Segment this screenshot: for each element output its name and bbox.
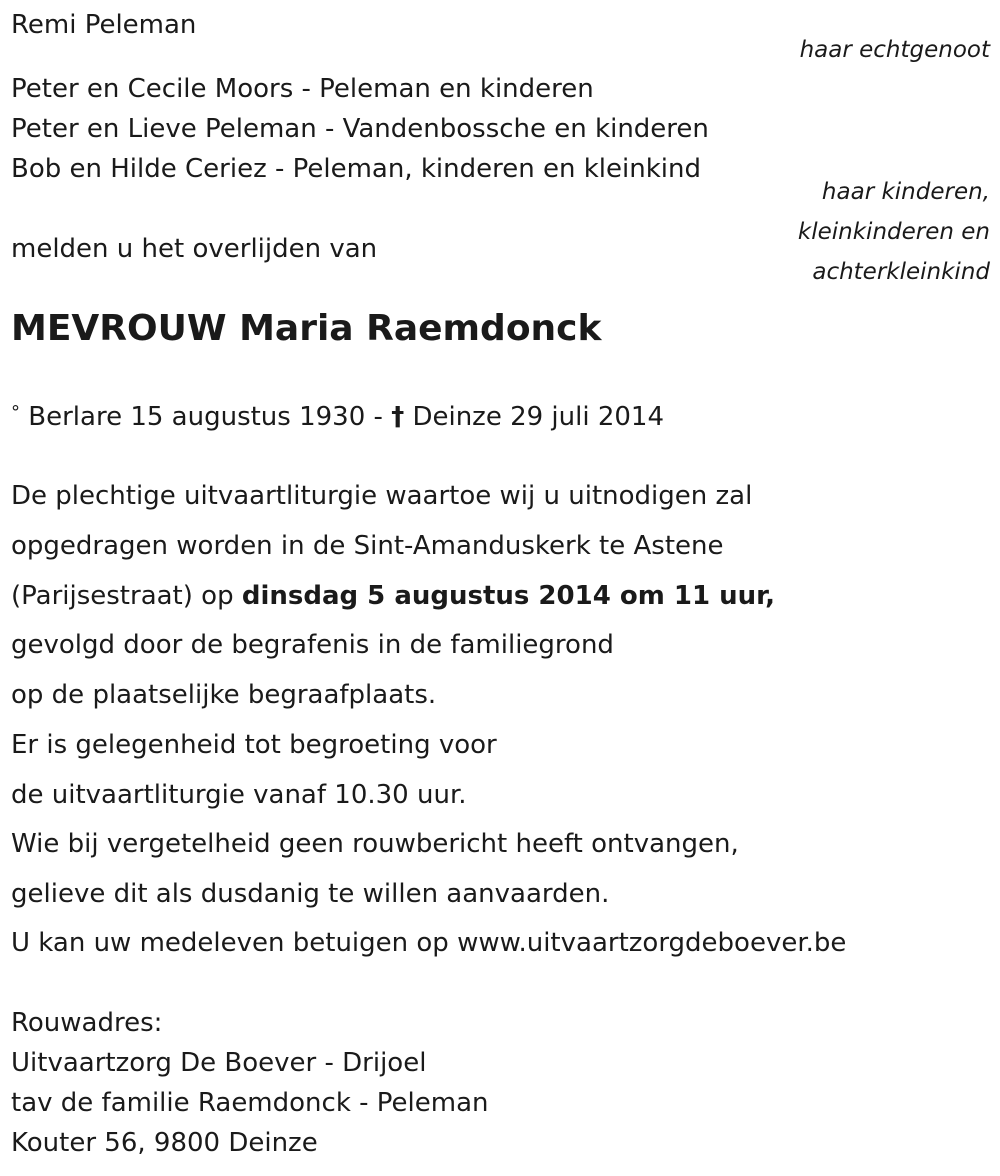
child-line-2: Peter en Lieve Peleman - Vandenbossche en kinderen (11, 114, 709, 144)
liturgy-line-4: gevolgd door de begrafenis in de familiegrond (11, 630, 614, 660)
deceased-name: MEVROUW Maria Raemdonck (11, 308, 602, 349)
child-line-3: Bob en Hilde Ceriez - Peleman, kinderen en kleinkind (11, 154, 701, 184)
address-line-3: Kouter 56, 9800 Deinze (11, 1128, 318, 1158)
liturgy-line-9: gelieve dit als dusdanig te willen aanvaarden. (11, 879, 610, 909)
children-role-1: haar kinderen, (821, 179, 990, 205)
liturgy-line-5: op de plaatselijke begraafplaats. (11, 680, 437, 710)
spouse-role: haar echtgenoot (799, 37, 990, 63)
child-line-1: Peter en Cecile Moors - Peleman en kinderen (11, 74, 594, 104)
liturgy-line-1: De plechtige uitvaartliturgie waartoe wij u uitnodigen zal (11, 481, 753, 511)
address-label: Rouwadres: (11, 1008, 163, 1038)
liturgy-line-3 (11, 581, 775, 611)
liturgy-line-6: Er is gelegenheid tot begroeting voor (11, 730, 497, 760)
children-role-3: achterkleinkind (812, 259, 990, 285)
birth-info: Berlare 15 augustus 1930 - (28, 402, 383, 432)
liturgy-line-7: de uitvaartliturgie vanaf 10.30 uur. (11, 780, 467, 810)
death-symbol: † (391, 402, 405, 432)
address-line-2: tav de familie Raemdonck - Peleman (11, 1088, 489, 1118)
address-line-1: Uitvaartzorg De Boever - Drijoel (11, 1048, 427, 1078)
death-info: Deinze 29 juli 2014 (412, 402, 665, 432)
spouse-name: Remi Peleman (11, 10, 197, 40)
liturgy-line-8: Wie bij vergetelheid geen rouwbericht heeft ontvangen, (11, 829, 739, 859)
liturgy-line-10: U kan uw medeleven betuigen op www.uitvaartzorgdeboever.be (11, 928, 847, 958)
liturgy-line-3-prefix: (Parijsestraat) op (11, 581, 242, 611)
children-role-2: kleinkinderen en (797, 219, 990, 245)
liturgy-date-time: dinsdag 5 augustus 2014 om 11 uur, (241, 581, 775, 611)
birth-symbol: ° (11, 402, 20, 423)
announcement-intro: melden u het overlijden van (11, 234, 378, 264)
birth-death-line (11, 402, 664, 432)
liturgy-line-2: opgedragen worden in de Sint-Amanduskerk te Astene (11, 531, 724, 561)
